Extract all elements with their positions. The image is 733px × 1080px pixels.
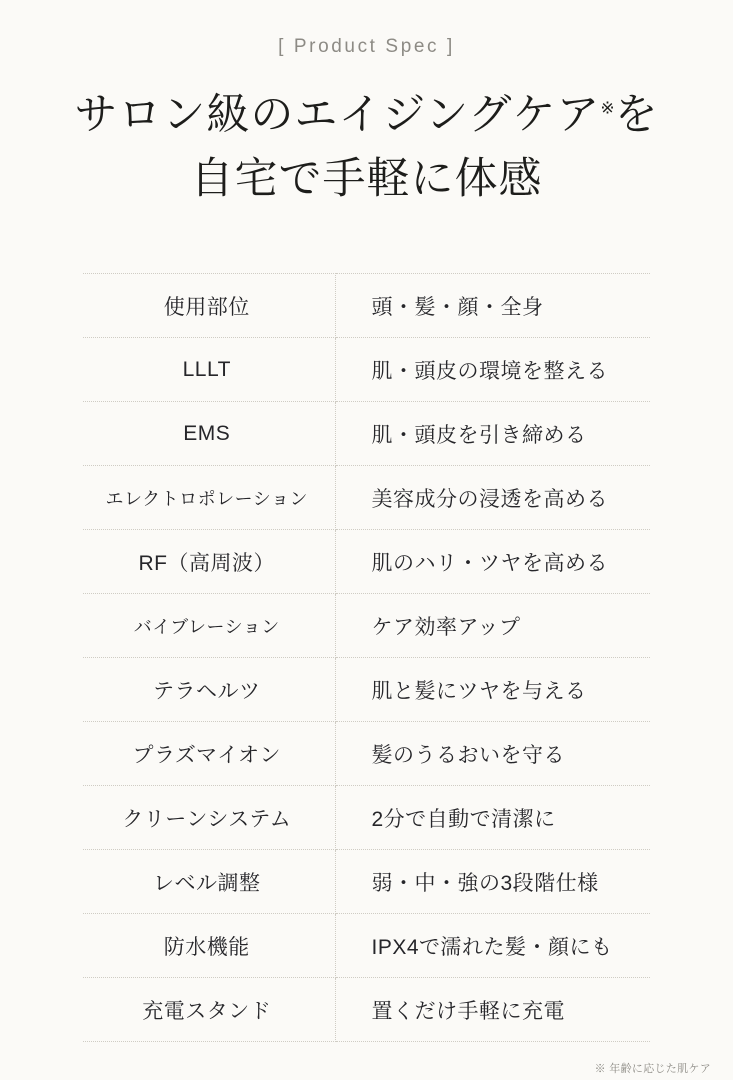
table-row (83, 914, 650, 978)
spec-label: RF（高周波） (83, 530, 335, 594)
spec-label: テラヘルツ (83, 658, 335, 722)
table-row (83, 338, 650, 402)
spec-label: 防水機能 (83, 914, 335, 978)
spec-table-body (83, 274, 650, 1042)
spec-label: LLLT (83, 338, 335, 402)
spec-label: 使用部位 (83, 274, 335, 338)
spec-label: レベル調整 (83, 850, 335, 914)
spec-label: EMS (83, 402, 335, 466)
spec-value: 肌のハリ・ツヤを高める (335, 530, 650, 594)
table-row (83, 978, 650, 1042)
table-row (83, 466, 650, 530)
table-row (83, 786, 650, 850)
spec-label: クリーンシステム (83, 786, 335, 850)
table-row (83, 402, 650, 466)
spec-value: ケア効率アップ (335, 594, 650, 658)
spec-value: 2分で自動で清潔に (335, 786, 650, 850)
spec-value: 肌・頭皮を引き締める (335, 402, 650, 466)
spec-value: 置くだけ手軽に充電 (335, 978, 650, 1042)
spec-label: 充電スタンド (83, 978, 335, 1042)
table-row (83, 658, 650, 722)
page-title (47, 84, 687, 211)
section-eyebrow: [ Product Spec ] (278, 36, 455, 57)
table-row (83, 594, 650, 658)
table-row (83, 850, 650, 914)
headline-line-1: サロン級のエイジングケア (74, 92, 601, 139)
table-row (83, 274, 650, 338)
spec-value: 肌・頭皮の環境を整える (335, 338, 650, 402)
spec-label: エレクトロポレーション (83, 466, 335, 530)
spec-table (83, 273, 650, 1042)
spec-value: IPX4で濡れた髪・顔にも (335, 914, 650, 978)
headline-asterisk: ※ (600, 98, 615, 118)
spec-label: バイブレーション (83, 594, 335, 658)
spec-value: 肌と髪にツヤを与える (335, 658, 650, 722)
footnote: ※ 年齢に応じた肌ケア (594, 1063, 711, 1075)
table-row (83, 530, 650, 594)
spec-value: 髪のうるおいを守る (335, 722, 650, 786)
spec-value: 頭・髪・顔・全身 (335, 274, 650, 338)
table-row (83, 722, 650, 786)
headline-line-2: 自宅で手軽に体感 (190, 155, 543, 203)
spec-label: プラズマイオン (83, 722, 335, 786)
spec-value: 美容成分の浸透を高める (335, 466, 650, 530)
spec-value: 弱・中・強の3段階仕様 (335, 850, 650, 914)
headline-line-1-tail: を (614, 92, 659, 139)
